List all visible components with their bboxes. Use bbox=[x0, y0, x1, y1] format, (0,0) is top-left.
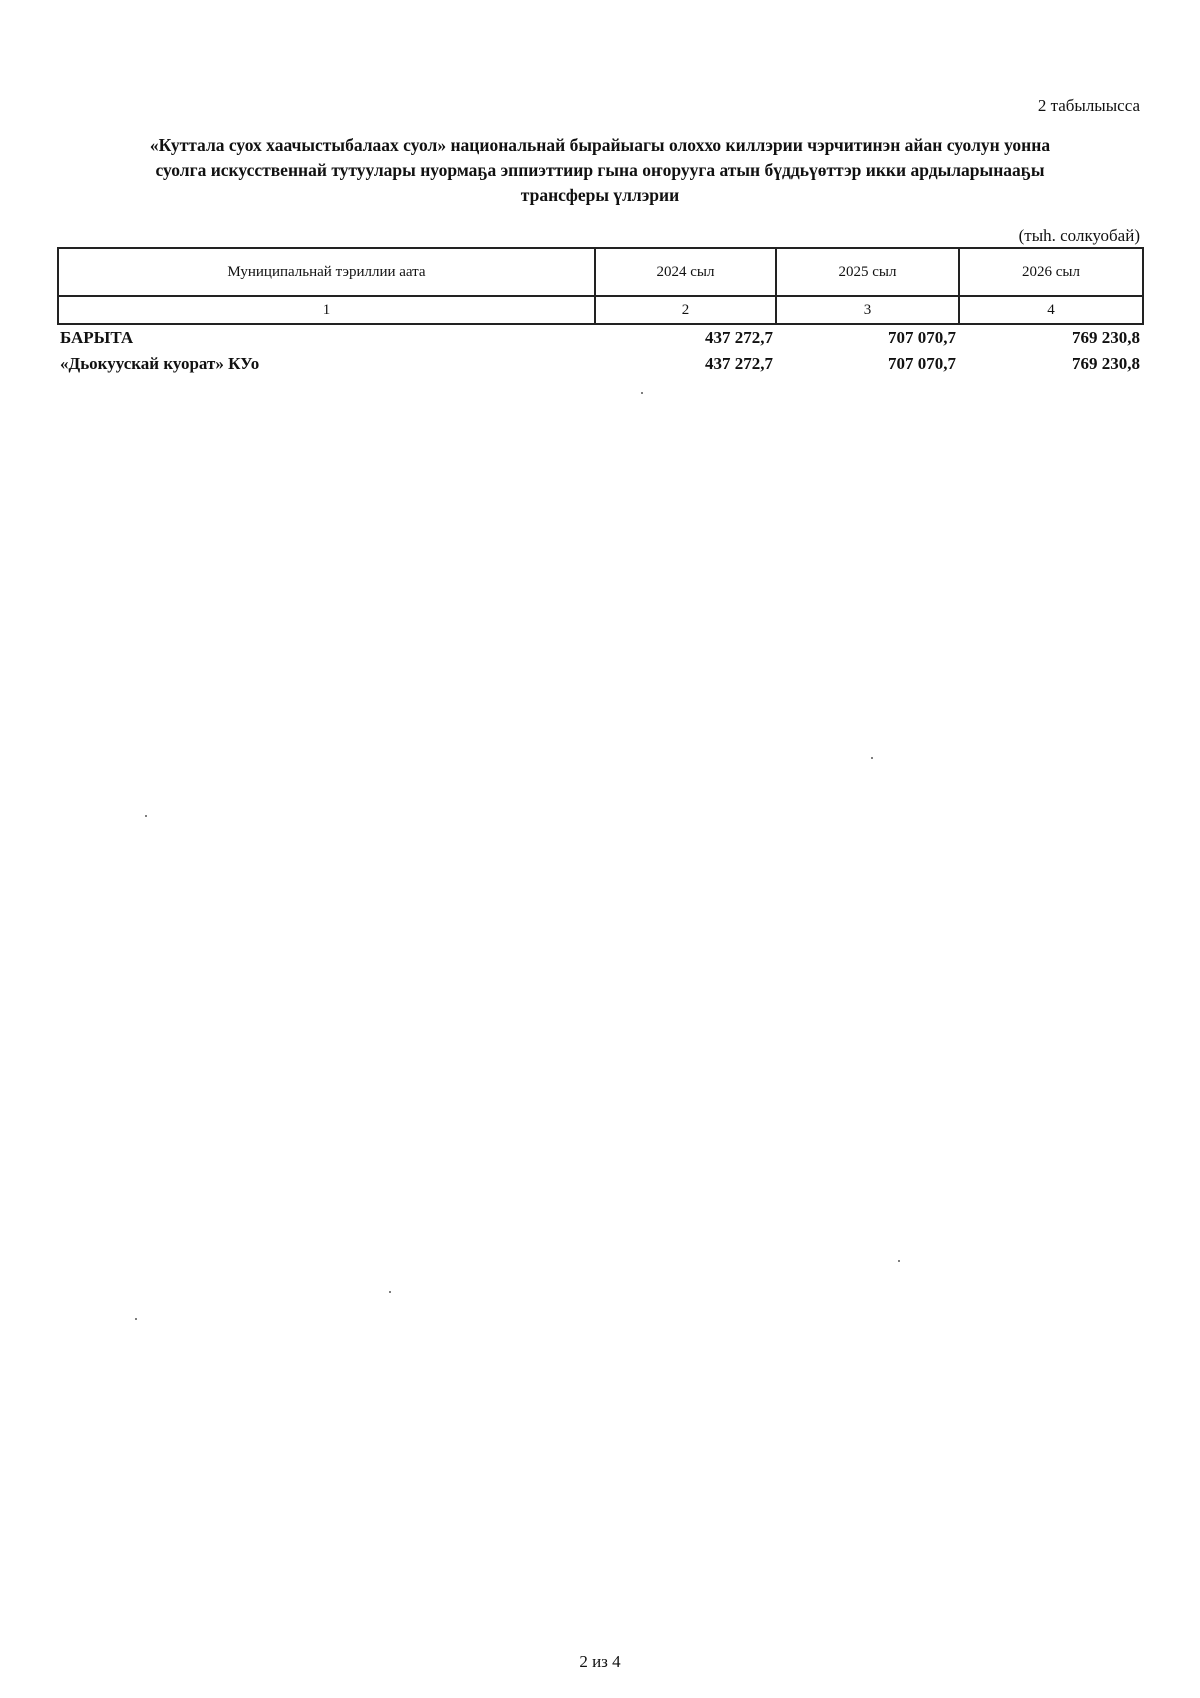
column-number-row bbox=[58, 296, 1143, 324]
scan-speck bbox=[389, 1291, 391, 1293]
scan-speck bbox=[145, 815, 147, 817]
header-2026: 2026 сыл bbox=[959, 248, 1143, 296]
unit-note: (тыһ. солкуобай) bbox=[1018, 226, 1140, 245]
row-name: БАРЫТА bbox=[60, 328, 134, 347]
header-2025: 2025 сыл bbox=[776, 248, 959, 296]
scan-speck bbox=[135, 1318, 137, 1320]
value-2026: 769 230,8 bbox=[1072, 354, 1140, 373]
column-number: 2 bbox=[595, 296, 776, 324]
column-number: 4 bbox=[959, 296, 1143, 324]
header-2024: 2024 сыл bbox=[595, 248, 776, 296]
table-row-total bbox=[58, 324, 1143, 351]
title-line-1: «Куттала суох хаачыстыбалаах суол» национальнай бырайыагы олоххо киллэрии чэрчитинэн айан суолун уонна bbox=[149, 135, 1051, 155]
annex-label: 2 табылыысса bbox=[1037, 96, 1140, 115]
row-name: «Дьокуускай куорат» КУо bbox=[60, 354, 260, 373]
title-line-3: трансферы үллэрии bbox=[520, 185, 680, 205]
transfer-table bbox=[57, 247, 1142, 377]
scan-speck bbox=[641, 392, 643, 394]
title-line-2: суолга искусственнай тутуулары нуормаҕа эппиэттиир гына оҥоруугa атын бүддьүөттэр икки ардыларынааҕы bbox=[155, 160, 1045, 180]
value-2024: 437 272,7 bbox=[705, 354, 773, 373]
value-2026: 769 230,8 bbox=[1072, 328, 1140, 347]
page-number: 2 из 4 bbox=[579, 1652, 621, 1671]
column-number: 1 bbox=[58, 296, 595, 324]
table-row bbox=[58, 351, 1143, 377]
value-2024: 437 272,7 bbox=[705, 328, 773, 347]
document-title bbox=[80, 133, 1120, 208]
header-municipality: Муниципальнай тэриллии аата bbox=[58, 248, 595, 296]
value-2025: 707 070,7 bbox=[888, 328, 956, 347]
value-2025: 707 070,7 bbox=[888, 354, 956, 373]
scan-speck bbox=[898, 1260, 900, 1262]
table-header-row bbox=[58, 248, 1143, 296]
scan-speck bbox=[871, 757, 873, 759]
column-number: 3 bbox=[776, 296, 959, 324]
